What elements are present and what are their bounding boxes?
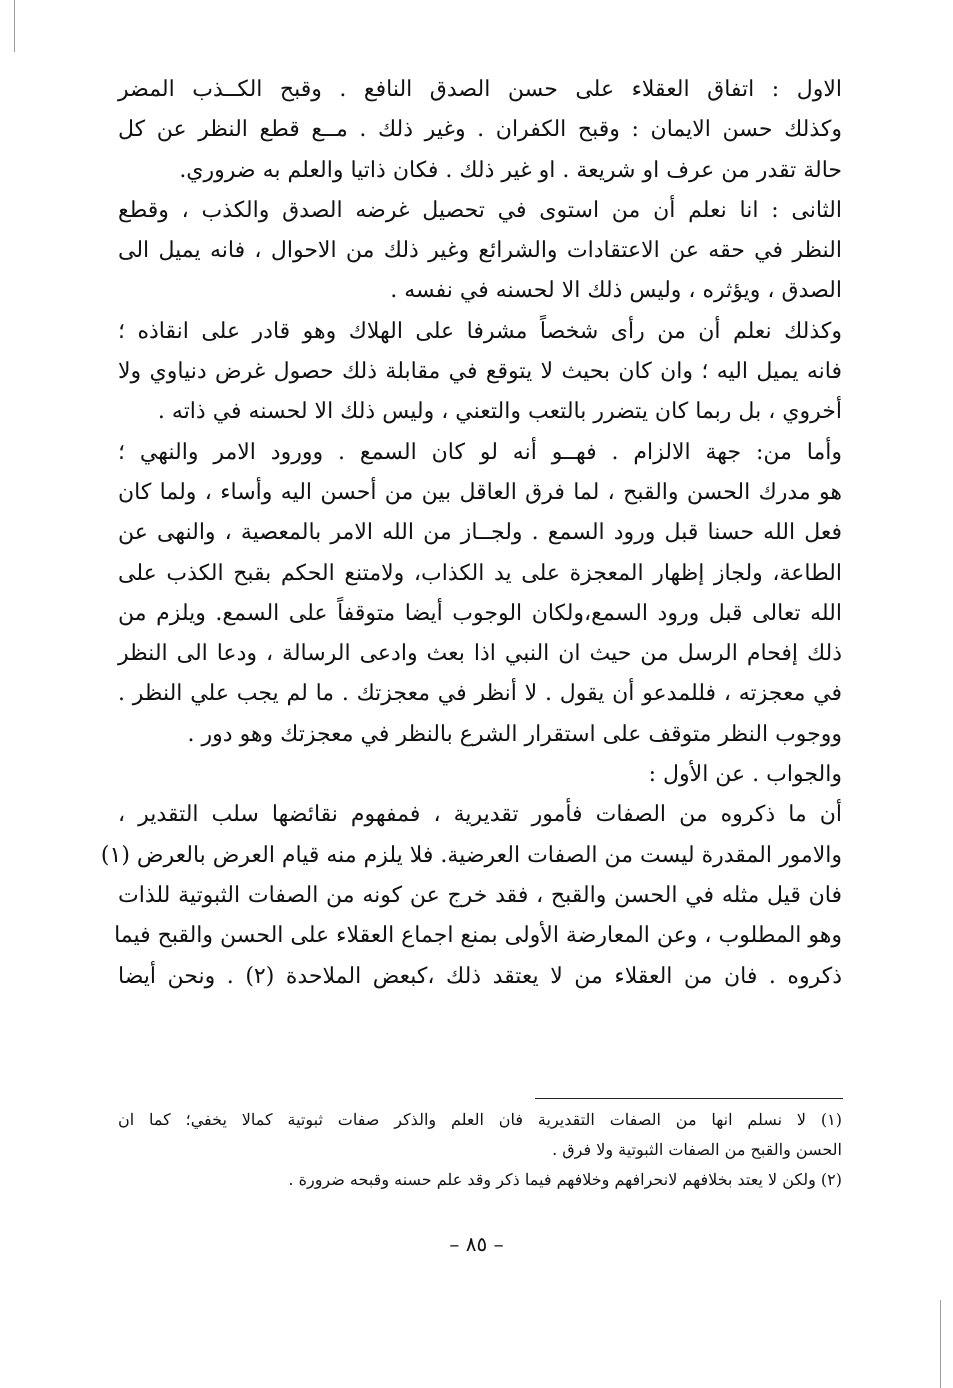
text-line: حالة تقدر من عرف او شريعة . او غير ذلك . فكان ذاتيا والعلم به ضروري.	[179, 157, 842, 183]
text-line: الثانى : انا نعلم أن من استوى في تحصيل غرضه الصدق والكذب ، وقطع	[118, 197, 842, 223]
text-line: أخروي ، بل ربما كان يتضرر بالتعب والتعني ، وليس ذلك الا لحسنه في ذاته .	[157, 399, 842, 425]
text-line: وهو المطلوب ، وعن المعارضة الأولى بمنع اجماع العقلاء على الحسن والقبح فيما	[114, 923, 842, 949]
text-line: فانه يميل اليه ؛ وان كان بحيث لا يتوقع في مقابلة ذلك حصول غرض دنياوي ولا	[118, 359, 842, 385]
text-line: في معجزته ، فللمدعو أن يقول . لا أنظر في معجزتك . ما لم يجب علي النظر .	[118, 681, 842, 707]
text-line: الاول : اتفاق العقلاء على حسن الصدق النافع . وقبح الكــذب المضر	[118, 77, 842, 102]
text-line: والامور المقدرة ليست من الصفات العرضية. فلا يلزم منه قيام العرض بالعرض (١)	[100, 842, 842, 868]
text-line: ذلك إفحام الرسل من حيث ان النبي اذا بعث وادعى الرسالة ، ودعا الى النظر	[118, 641, 842, 667]
main-text-block	[100, 70, 843, 997]
page-number: – ٨٥ –	[449, 1232, 504, 1256]
text-line: ذكروه . فان من العقلاء من لا يعتقد ذلك ،كبعض الملاحدة (٢) . ونحن أيضا	[118, 963, 842, 989]
text-line: أن ما ذكروه من الصفات فأمور تقديرية ، فمفهوم نقائضها سلب التقدير ،	[118, 802, 842, 828]
text-line: وأما من: جهة الالزام . فهــو أنه لو كان السمع . وورود الامر والنهي ؛	[118, 439, 842, 465]
footnote-2: (٢) ولكن لا يعتد بخلافهم لانحرافهم وخلافهم فيما ذكر وقد علم حسنه وقبحه ضرورة .	[288, 1170, 842, 1189]
text-line: وكذلك نعلم أن من رأى شخصاً مشرفا على الهلاك وهو قادر على انقاذه ؛	[118, 318, 842, 344]
scan-edge-line-bottom-right	[940, 1300, 941, 1388]
text-line: فعل الله حسنا قبل ورود السمع . ولجــاز من الله الامر بالمعصية ، والنهى عن	[118, 520, 842, 546]
text-line: الله تعالى قبل ورود السمع،ولكان الوجوب أيضا متوقفاً على السمع. ويلزم من	[118, 600, 842, 626]
text-line: الطاعة، ولجاز إظهار المعجزة على يد الكذاب، ولامتنع الحكم بقبح الكذب على	[118, 560, 842, 586]
text-line: الصدق ، ويؤثره ، وليس ذلك الا لحسنه في نفسه .	[390, 278, 842, 304]
footnote-1-line-2: الحسن والقبح من الصفات الثبوتية ولا فرق .	[552, 1140, 842, 1159]
text-line: وكذلك حسن الايمان : وقبح الكفران . وغير ذلك . مــع قطع النظر عن كل	[118, 117, 842, 143]
text-line: هو مدرك الحسن والقبح ، لما فرق العاقل بين من أحسن اليه وأساء ، ولما كان	[118, 479, 842, 505]
text-line: فان قيل مثله في الحسن والقبح ، فقد خرج عن كونه من الصفات الثبوتية للذات	[118, 882, 843, 908]
footnote-separator	[535, 1098, 843, 1099]
text-line: ووجوب النظر متوقف على استقرار الشرع بالنظر في معجزتك وهو دور .	[187, 721, 842, 747]
scan-edge-line-top-left	[14, 0, 15, 52]
footnotes-block	[118, 1105, 842, 1195]
footnote-1-line-1: (١) لا نسلم انها من الصفات التقديرية فان العلم والذكر صفات ثبوتية كمالا يخفي؛ كما ان	[118, 1110, 842, 1129]
section-heading-answer: والجواب . عن الأول :	[648, 762, 842, 788]
text-line: النظر في حقه عن الاعتقادات والشرائع وغير ذلك من الاحوال ، فانه يميل الى	[118, 238, 842, 264]
